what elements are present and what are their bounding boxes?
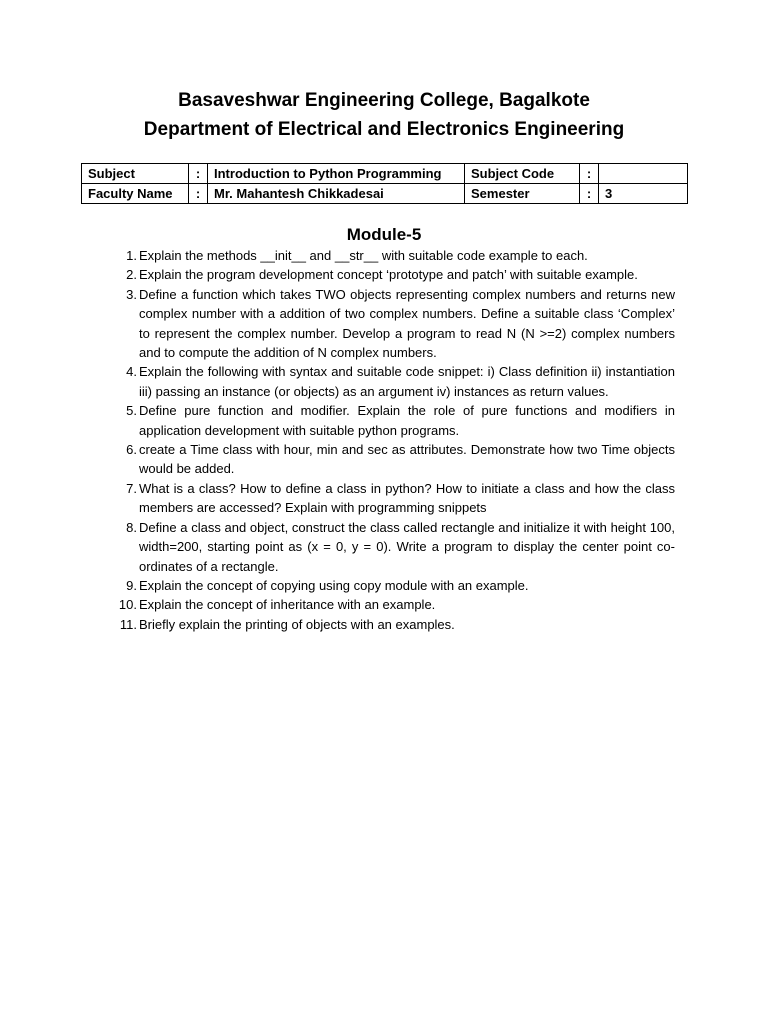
question-item xyxy=(115,479,675,518)
faculty-value: Mr. Mahantesh Chikkadesai xyxy=(208,184,465,204)
semester-value: 3 xyxy=(599,184,688,204)
question-text: Define a function which takes TWO objects representing complex numbers and returns new complex number with a addition of two complex numbers. Define a suitable class ‘Complex’ to represent the complex number. Develop a program to read N (N >=2) complex numbers and to compute the addition of N complex numbers. xyxy=(139,286,675,361)
question-number: 5. xyxy=(126,403,137,419)
question-item xyxy=(115,576,675,595)
question-text: Explain the program development concept ‘prototype and patch’ with suitable example. xyxy=(139,267,638,283)
faculty-label: Faculty Name xyxy=(82,184,189,204)
subject-code-label: Subject Code xyxy=(465,164,580,184)
question-text: Explain the methods __init__ and __str__ with suitable code example to each. xyxy=(139,248,588,263)
question-number: 9. xyxy=(126,577,137,593)
question-number: 8. xyxy=(126,519,137,535)
course-info-table xyxy=(81,163,688,204)
question-item xyxy=(115,246,675,265)
subject-label: Subject xyxy=(82,164,189,184)
question-item xyxy=(115,265,675,284)
question-item xyxy=(115,595,675,614)
question-text: Explain the following with syntax and suitable code snippet: i) Class definition ii) instantiation iii) passing an instance (or objects) as an argument iv) instances as return values. xyxy=(139,364,675,399)
question-text: Explain the concept of copying using copy module with an example. xyxy=(139,577,529,593)
question-item xyxy=(115,518,675,576)
faculty-row xyxy=(82,184,688,204)
question-item xyxy=(115,615,675,634)
semester-label: Semester xyxy=(465,184,580,204)
question-item xyxy=(115,440,675,479)
subject-row xyxy=(82,164,688,184)
question-number: 7. xyxy=(126,480,137,496)
colon-separator: : xyxy=(580,184,599,204)
question-number: 1. xyxy=(126,248,137,263)
subject-value: Introduction to Python Programming xyxy=(208,164,465,184)
subject-code-value xyxy=(599,164,688,184)
question-text: create a Time class with hour, min and sec as attributes. Demonstrate how two Time objects would be added. xyxy=(139,442,675,477)
question-text: Explain the concept of inheritance with an example. xyxy=(139,597,436,613)
question-number: 10. xyxy=(118,597,137,613)
colon-separator: : xyxy=(189,164,208,184)
question-list xyxy=(115,246,675,634)
question-number: 3. xyxy=(126,286,137,302)
question-number: 6. xyxy=(126,442,137,458)
colon-separator: : xyxy=(189,184,208,204)
question-text: What is a class? How to define a class in python? How to initiate a class and how the class members are accessed? Explain with programming snippets xyxy=(139,480,675,516)
question-text: Define pure function and modifier. Explain the role of pure functions and modifiers in application development with suitable python programs. xyxy=(139,403,675,438)
department-name: Department of Electrical and Electronics Engineering xyxy=(143,119,625,140)
question-text: Define a class and object, construct the class called rectangle and initialize it with height 100, width=200, starting point as (x = 0, y = 0). Write a program to display the center point co-ordinates of a rectangle. xyxy=(139,519,675,574)
question-item xyxy=(115,362,675,401)
question-number: 2. xyxy=(126,267,137,283)
question-number: 4. xyxy=(126,364,137,380)
question-number: 11. xyxy=(119,616,137,632)
question-text: Briefly explain the printing of objects with an examples. xyxy=(139,616,455,632)
college-name: Basaveshwar Engineering College, Bagalkote xyxy=(178,90,590,111)
colon-separator: : xyxy=(580,164,599,184)
module-title: Module-5 xyxy=(346,225,422,244)
question-item xyxy=(115,401,675,440)
question-item xyxy=(115,285,675,363)
